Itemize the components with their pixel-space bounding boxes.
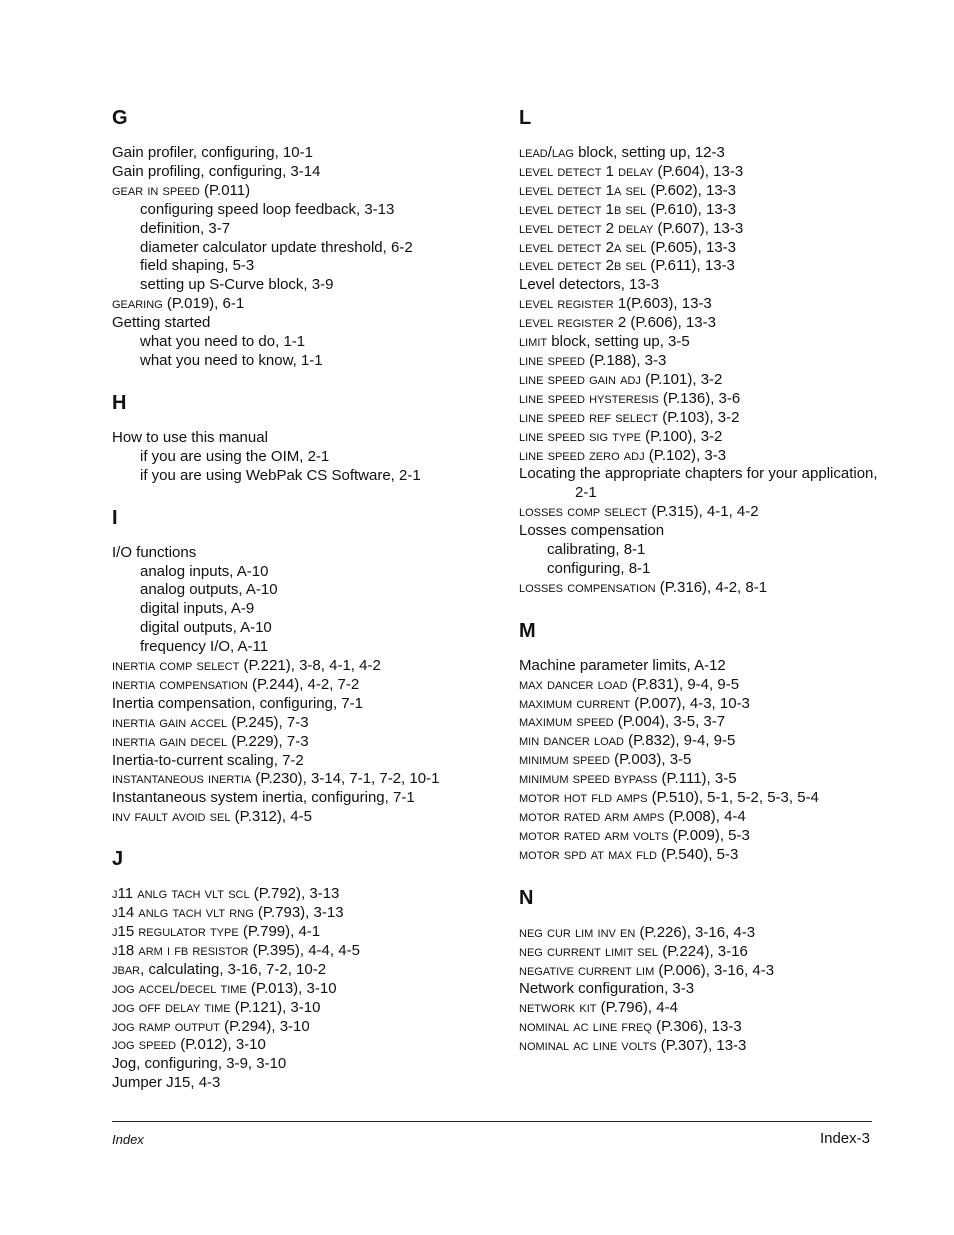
- entry-text: (P.540), 5-3: [656, 845, 739, 863]
- parameter-name: jog accel/decel time: [112, 979, 247, 997]
- index-section-n: [519, 884, 889, 1056]
- entry-text: (P.006), 3-16, 4-3: [654, 961, 775, 979]
- index-entry: [112, 733, 502, 752]
- index-subentry: [112, 201, 502, 220]
- entry-text: (P.315), 4-1, 4-2: [647, 503, 759, 521]
- index-entry-list: [112, 885, 502, 1093]
- index-entry: [112, 144, 502, 163]
- entry-text: (P.100), 3-2: [640, 427, 723, 445]
- entry-text: 18: [117, 941, 139, 959]
- parameter-name: anlg tach vlt scl: [137, 885, 250, 903]
- parameter-name: negative current lim: [519, 961, 655, 979]
- entry-text: 15: [117, 923, 139, 940]
- entry-text: (P.101), 3-2: [640, 370, 723, 388]
- entry-text: (P.012), 3-10: [176, 1036, 266, 1054]
- entry-text: (P.003), 3-5: [609, 751, 692, 769]
- index-subentry: [112, 239, 502, 258]
- index-entry: [519, 657, 889, 676]
- entry-text: (P.111), 3-5: [657, 770, 737, 788]
- index-entry: [519, 924, 889, 943]
- parameter-name: minimum speed bypass: [519, 770, 658, 788]
- index-entry: [112, 295, 502, 314]
- entry-text: (P.004), 3-5, 3-7: [613, 713, 726, 731]
- entry-text: 1: [601, 200, 614, 218]
- index-entry: [112, 885, 502, 904]
- index-entry: [519, 333, 889, 352]
- index-entry: [112, 676, 502, 695]
- parameter-name: j: [112, 885, 118, 903]
- index-entry: [519, 295, 889, 314]
- index-entry: [519, 352, 889, 371]
- index-entry: [519, 144, 889, 163]
- index-entry: [519, 789, 889, 808]
- entry-text: if you are using WebPak CS Software, 2-1: [140, 466, 421, 484]
- index-entry: [112, 1036, 502, 1055]
- index-entry: [519, 770, 889, 789]
- parameter-name: instantaneous inertia: [112, 770, 252, 788]
- footer-section-label: Index: [112, 1132, 144, 1147]
- entry-text: (P.792), 3-13: [249, 885, 340, 903]
- parameter-name: motor hot fld amps: [519, 789, 648, 807]
- entry-text: (P.121), 3-10: [230, 998, 321, 1016]
- index-entry: [519, 808, 889, 827]
- entry-text: Getting started: [112, 314, 211, 332]
- entry-text: (P.103), 3-2: [658, 408, 740, 426]
- page-number: Index-3: [819, 1130, 870, 1147]
- entry-text: Jog, configuring, 3-9, 3-10: [112, 1055, 287, 1073]
- index-entry: [519, 943, 889, 962]
- parameter-name: level register: [519, 314, 614, 332]
- entry-text: (P.312), 4-5: [230, 808, 312, 826]
- index-section-i: [112, 504, 502, 828]
- entry-text: (P.294), 3-10: [219, 1017, 310, 1035]
- entry-text: I/O functions: [112, 543, 197, 561]
- parameter-name: line speed zero adj: [519, 446, 645, 464]
- index-entry: [112, 695, 502, 714]
- parameter-name: jog ramp output: [112, 1017, 220, 1035]
- parameter-name: nominal ac line freq: [519, 1018, 652, 1036]
- entry-text: Inertia-to-current scaling, 7-2: [112, 751, 304, 769]
- index-entry: [519, 220, 889, 239]
- entry-text: block, setting up, 3-5: [547, 333, 690, 351]
- parameter-name: a sel: [613, 238, 647, 256]
- index-subentry: [112, 448, 502, 467]
- index-entry: [112, 657, 502, 676]
- index-entry: [519, 409, 889, 428]
- parameter-name: jog off delay time: [112, 998, 231, 1016]
- entry-text: (P.831), 9-4, 9-5: [627, 675, 740, 693]
- entry-text: Network configuration, 3-3: [519, 980, 695, 998]
- entry-text: analog inputs, A-10: [140, 562, 269, 580]
- entry-text: (P.221), 3-8, 4-1, 4-2: [239, 657, 381, 675]
- entry-text: (P.102), 3-3: [644, 446, 727, 464]
- entry-text: 2: [601, 238, 614, 256]
- section-letter: N: [519, 886, 534, 909]
- parameter-name: losses comp select: [519, 503, 648, 521]
- entry-text: (P.230), 3-14, 7-1, 7-2, 10-1: [251, 770, 440, 788]
- entry-text: field shaping, 5-3: [140, 257, 255, 275]
- parameter-name: gearing: [112, 295, 163, 313]
- entry-text: digital inputs, A-9: [140, 600, 255, 618]
- parameter-name: regulator type: [138, 923, 239, 940]
- index-subentry: [112, 638, 502, 657]
- parameter-name: a sel: [613, 181, 647, 199]
- entry-text: analog outputs, A-10: [140, 581, 278, 599]
- index-entry: [112, 942, 502, 961]
- parameter-name: limit: [519, 333, 548, 351]
- index-entry: [519, 1037, 889, 1056]
- parameter-name: j: [112, 941, 118, 959]
- index-subentry: [112, 581, 502, 600]
- entry-text: (P.007), 4-3, 10-3: [630, 694, 750, 712]
- parameter-name: anlg tach vlt rng: [138, 904, 254, 922]
- entry-text: Level detectors, 13-3: [519, 276, 660, 294]
- parameter-name: line speed hysteresis: [519, 389, 659, 407]
- section-letter: L: [519, 107, 532, 129]
- index-subentry: [519, 560, 889, 579]
- entry-text: (P.226), 3-16, 4-3: [635, 923, 756, 941]
- footer-rule: [112, 1121, 872, 1122]
- index-subentry: [519, 541, 889, 560]
- parameter-name: j: [112, 904, 118, 922]
- parameter-name: line speed: [519, 351, 585, 369]
- entry-text: 2 (P.606), 13-3: [613, 314, 716, 332]
- entry-text: How to use this manual: [112, 428, 268, 446]
- parameter-name: delay: [618, 219, 654, 237]
- parameter-name: delay: [618, 162, 654, 180]
- entry-text: (P.607), 13-3: [653, 219, 744, 237]
- parameter-name: motor spd at max fld: [519, 845, 657, 863]
- index-entry: [519, 713, 889, 732]
- index-entry: [112, 314, 502, 333]
- index-subentry: [112, 220, 502, 239]
- section-letter: G: [112, 107, 128, 129]
- parameter-name: gear in speed: [112, 181, 200, 199]
- index-entry: [519, 428, 889, 447]
- index-entry: [519, 827, 889, 846]
- index-subentry: [112, 257, 502, 276]
- section-letter: J: [112, 848, 124, 871]
- parameter-name: j: [112, 923, 118, 940]
- entry-text: (P.796), 4-4: [596, 999, 678, 1017]
- index-entry: [112, 752, 502, 771]
- parameter-name: inertia gain decel: [112, 732, 228, 750]
- entry-text: (P.610), 13-3: [646, 200, 737, 218]
- index-entry: [519, 1018, 889, 1037]
- entry-text: (P.245), 7-3: [227, 713, 309, 731]
- entry-text: , calculating, 3-16, 7-2, 10-2: [140, 960, 327, 978]
- index-column-right: [519, 104, 889, 1056]
- index-entry: [519, 676, 889, 695]
- section-letter: M: [519, 619, 536, 642]
- index-section-j: [112, 845, 502, 1093]
- index-subentry: [112, 600, 502, 619]
- parameter-name: line speed ref select: [519, 408, 659, 426]
- index-entry: [519, 732, 889, 751]
- index-subentry: [112, 467, 502, 486]
- entry-text: 1: [601, 181, 614, 199]
- parameter-name: inertia gain accel: [112, 713, 228, 731]
- index-entry: [519, 695, 889, 714]
- parameter-name: line speed sig type: [519, 427, 641, 445]
- index-entry: [519, 579, 889, 598]
- parameter-name: jog speed: [112, 1036, 177, 1054]
- index-entry-list: [519, 657, 889, 865]
- entry-text: Locating the appropriate chapters for your application, 2-1: [519, 465, 878, 502]
- index-section-l: [519, 104, 889, 598]
- parameter-name: level detect: [519, 257, 602, 275]
- index-entry: [112, 714, 502, 733]
- index-entry-list: [519, 924, 889, 1056]
- entry-text: (P.602), 13-3: [646, 181, 737, 199]
- entry-text: (P.307), 13-3: [656, 1037, 747, 1055]
- entry-text: frequency I/O, A-11: [140, 638, 269, 656]
- index-entry: [519, 163, 889, 182]
- index-subentry: [112, 619, 502, 638]
- entry-text: block, setting up, 12-3: [573, 144, 725, 161]
- entry-text: Gain profiling, configuring, 3-14: [112, 162, 321, 180]
- index-entry: [112, 904, 502, 923]
- entry-text: (P.306), 13-3: [651, 1018, 742, 1036]
- entry-text: (P.799), 4-1: [238, 923, 321, 940]
- parameter-name: inv fault avoid sel: [112, 808, 231, 826]
- index-section-m: [519, 617, 889, 865]
- index-entry: [519, 751, 889, 770]
- entry-text: diameter calculator update threshold, 6-2: [140, 238, 413, 256]
- index-entry: [112, 1018, 502, 1037]
- entry-text: (P.244), 4-2, 7-2: [247, 675, 360, 693]
- index-entry: [519, 371, 889, 390]
- index-entry-list: [112, 544, 502, 828]
- entry-text: (P.605), 13-3: [646, 238, 737, 256]
- entry-text: 2: [601, 219, 619, 237]
- entry-text: 1: [601, 162, 619, 180]
- entry-text: (P.229), 7-3: [227, 732, 309, 750]
- index-entry: [519, 503, 889, 522]
- index-entry: [112, 1055, 502, 1074]
- entry-text: Gain profiler, configuring, 10-1: [112, 144, 313, 161]
- parameter-name: level detect: [519, 200, 602, 218]
- entry-text: configuring, 8-1: [547, 559, 651, 577]
- entry-text: configuring speed loop feedback, 3-13: [140, 200, 395, 218]
- entry-text: (P.510), 5-1, 5-2, 5-3, 5-4: [647, 789, 819, 807]
- parameter-name: level detect: [519, 238, 602, 256]
- index-entry-list: [112, 144, 502, 371]
- entry-text: Instantaneous system inertia, configuring, 7-1: [112, 789, 415, 807]
- entry-text: (P.009), 5-3: [668, 826, 750, 844]
- parameter-name: minimum speed: [519, 751, 610, 769]
- parameter-name: level register: [519, 295, 614, 313]
- parameter-name: inertia comp select: [112, 657, 240, 675]
- index-column-left: [112, 104, 502, 1093]
- index-entry: [519, 314, 889, 333]
- index-entry: [519, 522, 889, 541]
- index-entry: [112, 980, 502, 999]
- index-entry: [519, 276, 889, 295]
- entry-text: (P.316), 4-2, 8-1: [655, 578, 768, 596]
- entry-text: if you are using the OIM, 2-1: [140, 447, 330, 465]
- parameter-name: level detect: [519, 219, 602, 237]
- index-entry: [519, 999, 889, 1018]
- index-entry: [112, 1074, 502, 1093]
- entry-text: (P.604), 13-3: [653, 162, 744, 180]
- entry-text: digital outputs, A-10: [140, 619, 272, 637]
- entry-text: what you need to do, 1-1: [140, 333, 306, 351]
- index-entry: [519, 239, 889, 258]
- entry-text: (P.136), 3-6: [658, 389, 741, 407]
- index-entry-list: [112, 429, 502, 486]
- parameter-name: nominal ac line volts: [519, 1037, 657, 1055]
- index-entry: [112, 789, 502, 808]
- index-subentry: [112, 563, 502, 582]
- parameter-name: motor rated arm volts: [519, 826, 669, 844]
- index-subentry: [112, 333, 502, 352]
- parameter-name: line speed gain adj: [519, 370, 641, 388]
- parameter-name: maximum current: [519, 694, 631, 712]
- entry-text: 2: [601, 257, 614, 275]
- index-section-g: [112, 104, 502, 371]
- index-entry: [519, 182, 889, 201]
- entry-text: (P.188), 3-3: [584, 351, 667, 369]
- parameter-name: arm i fb resistor: [138, 941, 249, 959]
- parameter-name: min dancer load: [519, 732, 624, 750]
- section-letter: H: [112, 391, 127, 414]
- entry-text: Machine parameter limits, A-12: [519, 656, 726, 674]
- parameter-name: max dancer load: [519, 675, 628, 693]
- parameter-name: maximum speed: [519, 713, 614, 731]
- section-letter: I: [112, 506, 118, 529]
- entry-text: 1(P.603), 13-3: [613, 295, 712, 313]
- index-entry: [519, 390, 889, 409]
- index-subentry: [112, 352, 502, 371]
- entry-text: (P.832), 9-4, 9-5: [623, 732, 736, 750]
- index-entry: [519, 846, 889, 865]
- index-entry: [112, 808, 502, 827]
- parameter-name: neg cur lim inv en: [519, 923, 636, 941]
- parameter-name: b sel: [613, 257, 647, 275]
- entry-text: Jumper J15, 4-3: [112, 1074, 221, 1092]
- parameter-name: losses compensation: [519, 578, 656, 596]
- index-entry: [112, 770, 502, 789]
- entry-text: Losses compensation: [519, 522, 665, 540]
- index-section-h: [112, 389, 502, 486]
- entry-text: (P.008), 4-4: [664, 808, 746, 825]
- entry-text: 11: [117, 885, 138, 903]
- entry-text: what you need to know, 1-1: [140, 351, 323, 369]
- index-subentry: [112, 276, 502, 295]
- entry-text: (P.395), 4-4, 4-5: [248, 941, 360, 959]
- parameter-name: network kit: [519, 999, 597, 1017]
- index-entry-list: [519, 144, 889, 598]
- index-entry: [112, 544, 502, 563]
- entry-text: (P.611), 13-3: [646, 257, 735, 275]
- parameter-name: jbar: [112, 960, 141, 978]
- entry-text: (P.019), 6-1: [162, 295, 245, 313]
- parameter-name: neg current limit sel: [519, 942, 659, 960]
- entry-text: Inertia compensation, configuring, 7-1: [112, 694, 363, 712]
- entry-text: (P.011): [199, 181, 251, 199]
- index-entry: [112, 999, 502, 1018]
- index-entry: [519, 980, 889, 999]
- index-entry: [112, 182, 502, 201]
- entry-text: 14: [117, 904, 139, 922]
- parameter-name: inertia compensation: [112, 675, 248, 693]
- parameter-name: level detect: [519, 162, 602, 180]
- index-entry: [519, 257, 889, 276]
- parameter-name: level detect: [519, 181, 602, 199]
- index-entry: [112, 923, 502, 942]
- index-entry: [519, 465, 889, 503]
- entry-text: definition, 3-7: [140, 219, 231, 237]
- entry-text: (P.013), 3-10: [246, 979, 337, 997]
- entry-text: (P.224), 3-16: [658, 942, 748, 960]
- index-entry: [112, 429, 502, 448]
- index-entry: [519, 201, 889, 220]
- index-entry: [112, 163, 502, 182]
- parameter-name: lead/lag: [519, 144, 574, 161]
- entry-text: calibrating, 8-1: [547, 541, 646, 559]
- index-entry: [519, 447, 889, 466]
- index-entry: [519, 962, 889, 981]
- parameter-name: motor rated arm amps: [519, 808, 665, 825]
- entry-text: setting up S-Curve block, 3-9: [140, 276, 334, 294]
- entry-text: (P.793), 3-13: [253, 904, 344, 922]
- index-entry: [112, 961, 502, 980]
- parameter-name: b sel: [613, 200, 647, 218]
